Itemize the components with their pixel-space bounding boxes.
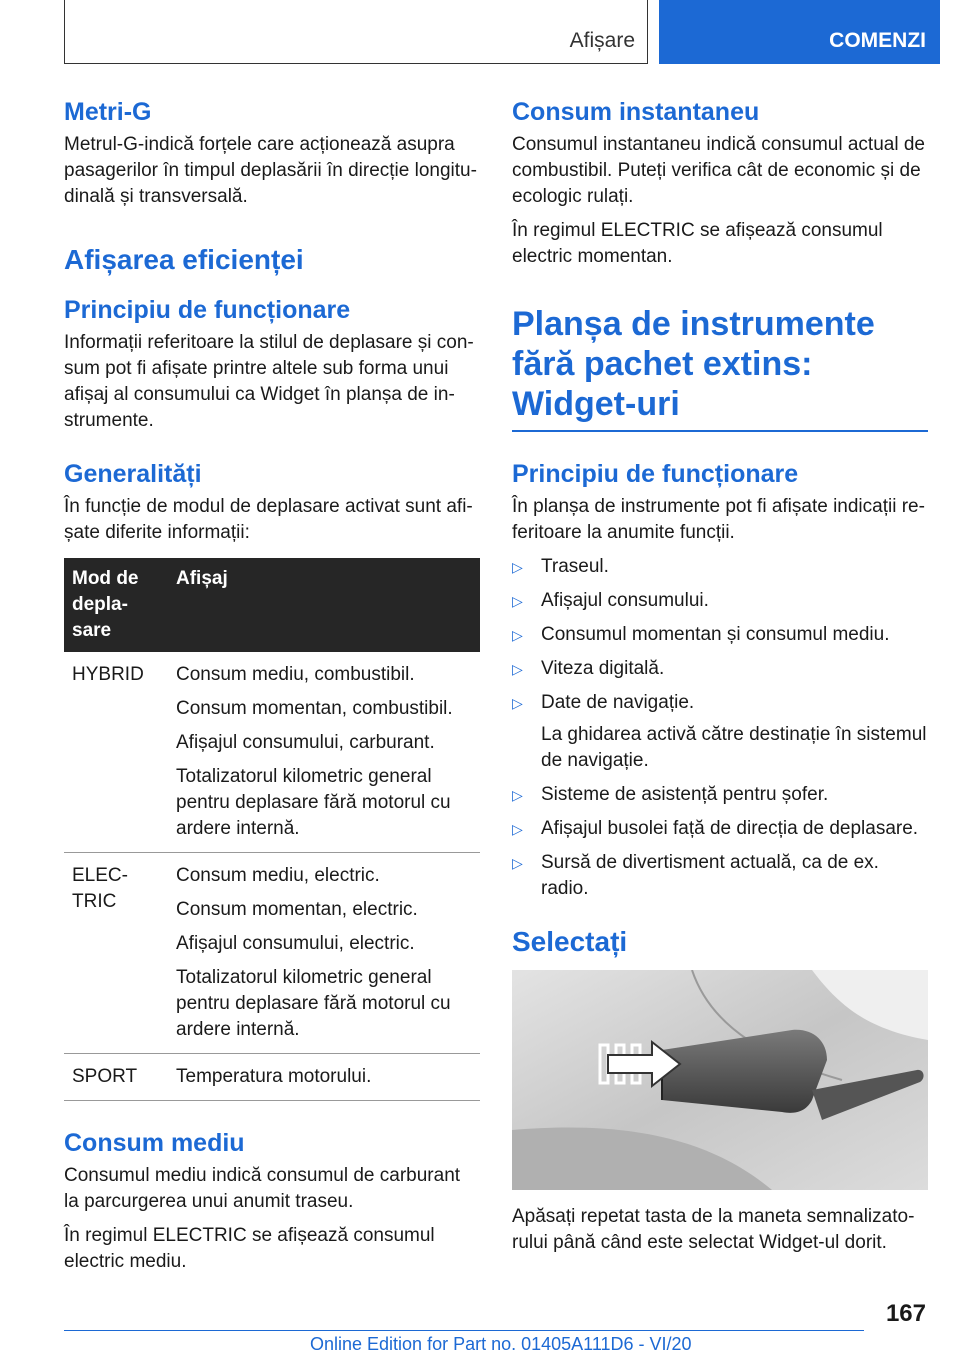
list-item-text: Sursă de divertisment actuală, ca de ex. radio.: [541, 852, 879, 899]
table-header-mode: Mod de deplasare: [64, 558, 168, 652]
list-item: [512, 690, 928, 774]
widget-list: [512, 554, 928, 902]
consum-mediu-text-1: Consumul mediu indică consumul de carburant la parcurgerea unui anumit traseu.: [64, 1165, 461, 1212]
display-line: Consum momentan, electric.: [176, 899, 418, 920]
list-item: [512, 816, 928, 842]
triangle-bullet-icon: ▷: [512, 855, 523, 871]
table-cell-display: [168, 853, 480, 1054]
list-item-text: Viteza digitală.: [541, 658, 665, 679]
display-line: Totalizatorul kilometric general pentru deplasare fără motorul cu ardere internă.: [176, 766, 451, 839]
display-line: Afișajul consumului, electric.: [176, 933, 415, 954]
list-item: [512, 782, 928, 808]
list-item-subtext: La ghidarea activă către destinație în sistemul de navigație.: [541, 724, 927, 771]
list-item-text: Afișajul consumului.: [541, 590, 709, 611]
triangle-bullet-icon: ▷: [512, 559, 523, 575]
table-cell-mode: ELECTRIC: [64, 853, 168, 1054]
left-column: [64, 96, 480, 1283]
header-chapter-label: COMENZI: [829, 29, 926, 52]
consum-mediu-text-2: În regimul ELECTRIC se afișează consumul electric mediu.: [64, 1225, 435, 1272]
header-section-label: Afișare: [569, 29, 635, 52]
consum-instantaneu-text-2: În regimul ELECTRIC se afișează consumul electric momentan.: [512, 220, 883, 267]
display-line: Consum momentan, combustibil.: [176, 698, 453, 719]
list-item-text: Date de navigație.: [541, 692, 695, 713]
list-item: [512, 588, 928, 614]
display-line: Totalizatorul kilometric general pentru deplasare fără motorul cu ardere internă.: [176, 967, 451, 1040]
consum-mediu-heading: Consum mediu: [64, 1129, 245, 1157]
display-line: Temperatura motorului.: [176, 1066, 372, 1087]
header-chapter-tab: [659, 0, 940, 64]
triangle-bullet-icon: ▷: [512, 661, 523, 677]
page-number: 167: [885, 1300, 926, 1327]
list-item: [512, 656, 928, 682]
triangle-bullet-icon: ▷: [512, 593, 523, 609]
principiu-text-right: În planșa de instrumente pot fi afișate indicații referitoare la anumite funcții.: [512, 496, 925, 543]
table-row: [64, 652, 480, 853]
table-header-display: Afișaj: [168, 558, 480, 652]
generalitati-text: În funcție de modul de deplasare activat sunt afișate diferite informații:: [64, 496, 473, 543]
plansa-heading: Planșa de instrumente fără pachet extins: Widget-uri: [512, 304, 928, 432]
list-item-text: Traseul.: [541, 556, 609, 577]
table-cell-mode: HYBRID: [64, 652, 168, 853]
footer-divider: [64, 1330, 864, 1331]
eficienta-heading: Afișarea eficienței: [64, 244, 304, 275]
principiu-heading-right: Principiu de funcționare: [512, 460, 799, 488]
selectati-text: Apăsați repetat tasta de la maneta semnalizatorului până când este selectat Widget-ul dorit.: [512, 1206, 915, 1253]
display-line: Afișajul consumului, carburant.: [176, 732, 435, 753]
consum-instantaneu-text-1: Consumul instantaneu indică consumul actual de combustibil. Puteți verifica cât de economic și de ecologic rulați.: [512, 134, 925, 207]
table-row: [64, 853, 480, 1054]
list-item-text: Sisteme de asistență pentru șofer.: [541, 784, 829, 805]
right-column: [512, 96, 928, 1264]
table-cell-display: [168, 1054, 480, 1101]
footer-edition: Online Edition for Part no. 01405A111D6 - VI/20: [310, 1334, 692, 1354]
metri-g-text: Metrul-G-indică forțele care acționează asupra pasagerilor în timpul deplasării în direcție longitudinală și transversală.: [64, 134, 477, 207]
list-item: [512, 850, 928, 902]
list-item: [512, 622, 928, 648]
turn-signal-lever-illustration: [512, 970, 928, 1190]
triangle-bullet-icon: ▷: [512, 695, 523, 711]
generalitati-heading: Generalități: [64, 460, 202, 488]
list-item-text: Consumul momentan și consumul mediu.: [541, 624, 890, 645]
principiu-heading-left: Principiu de funcționare: [64, 296, 351, 324]
list-item-text: Afișajul busolei față de direcția de deplasare.: [541, 818, 919, 839]
triangle-bullet-icon: ▷: [512, 627, 523, 643]
header-section-tab: [64, 0, 648, 64]
table-cell-mode: SPORT: [64, 1054, 168, 1101]
metri-g-heading: Metri-G: [64, 98, 152, 126]
triangle-bullet-icon: ▷: [512, 821, 523, 837]
principiu-text-left: Informații referitoare la stilul de deplasare și consum pot fi afișate printre altele sub forma unui afișaj al consumului ca Widget în planșa de instrumente.: [64, 332, 474, 431]
mode-display-table: [64, 558, 480, 1101]
display-line: Consum mediu, electric.: [176, 865, 380, 886]
list-item: [512, 554, 928, 580]
table-row: [64, 1054, 480, 1101]
display-line: Consum mediu, combustibil.: [176, 664, 415, 685]
selectati-heading: Selectați: [512, 926, 628, 957]
consum-instantaneu-heading: Consum instantaneu: [512, 98, 760, 126]
triangle-bullet-icon: ▷: [512, 787, 523, 803]
table-cell-display: [168, 652, 480, 853]
